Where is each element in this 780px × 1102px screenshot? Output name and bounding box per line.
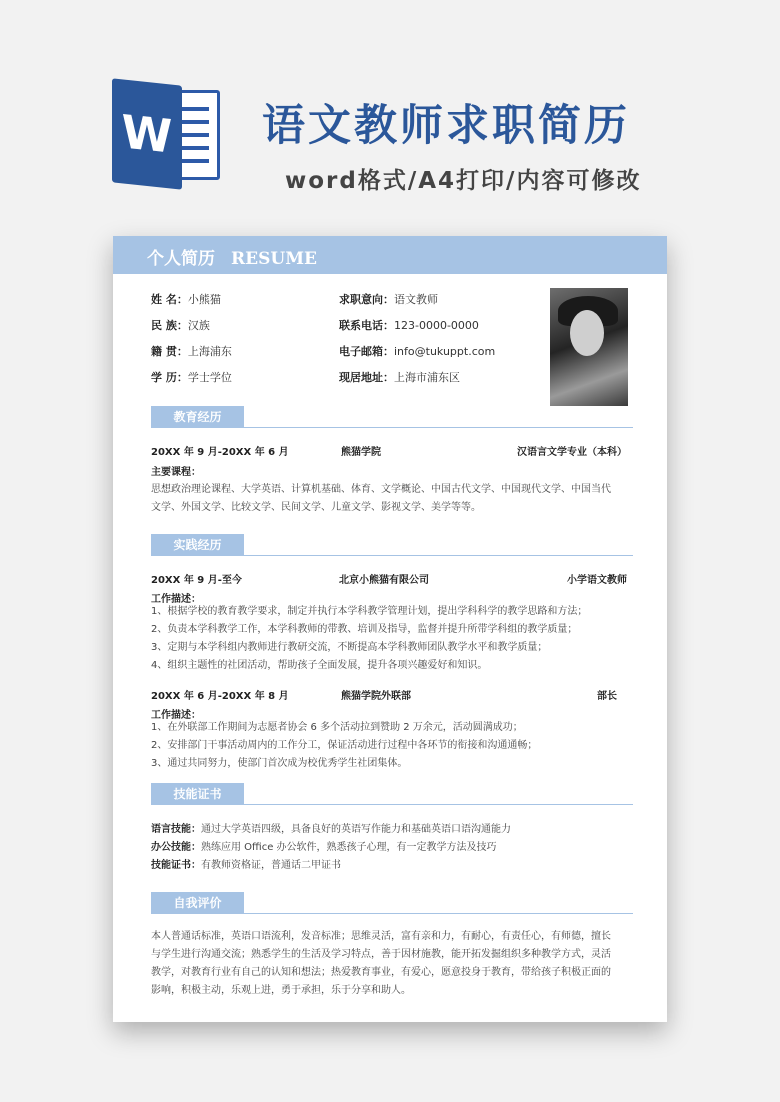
section-skills [151,783,633,805]
word-icon [112,82,220,186]
section-practice [151,534,633,556]
info-objective: 求职意向：语文教师 [339,293,438,306]
job2-role: 部长 [597,691,617,702]
section-education-title: 教育经历 [151,406,244,428]
page-title: 语文教师求职简历 [262,101,630,151]
job2-org: 熊猫学院外联部 [341,691,411,702]
education-row [151,443,627,457]
job-row-2 [151,687,627,701]
info-hometown: 籍 贯：上海浦东 [151,345,232,358]
section-practice-title: 实践经历 [151,534,244,556]
section-education [151,406,633,428]
profile-photo [550,288,628,406]
word-letter: W [112,78,182,189]
section-self-eval-title: 自我评价 [151,892,244,914]
education-school: 熊猫学院 [341,447,381,458]
info-email: 电子邮箱：info@tukuppt.com [339,345,496,358]
resume-bar-en: RESUME [231,249,317,269]
skill-certificate: 技能证书：有教师资格证，普通话二甲证书 [151,860,341,871]
page-subtitle: word格式/A4打印/内容可修改 [285,168,642,194]
education-major: 汉语言文学专业（本科） [517,447,627,458]
info-ethnicity: 民 族：汉族 [151,319,210,332]
section-self-eval [151,892,633,914]
job2-desc-label: 工作描述： [151,710,201,721]
self-eval-text: 本人普通话标准，英语口语流利，发音标准；思维灵活，富有亲和力，有耐心，有责任心，有师德，擅长 与学生进行沟通交流；熟悉学生的生活及学习特点，善于因材施教，能开拓发掘组织多种教学方式，灵活 教学，对教育行业有自己的认知和想法；热爱教育事业，有爱心，愿意投身于教育，带给孩子积极正面的 影响，积极主动，乐观上进，勇于承担，乐于分享和助人。 [151,931,611,996]
job1-period: 20XX 年 9 月-至今 [151,575,242,586]
job1-desc-label: 工作描述： [151,594,201,605]
skill-language: 语言技能：通过大学英语四级，具备良好的英语写作能力和基础英语口语沟通能力 [151,824,511,835]
info-degree: 学 历：学士学位 [151,371,232,384]
info-name: 姓 名：小熊猫 [151,293,221,306]
info-address: 现居地址：上海市浦东区 [339,371,460,384]
job2-period: 20XX 年 6 月-20XX 年 8 月 [151,691,289,702]
job2-desc: 1、在外联部工作期间为志愿者协会 6 多个活动拉到赞助 2 万余元，活动圆满成功； 2、安排部门干事活动周内的工作分工，保证活动进行过程中各环节的衔接和沟通通畅； 3、通过共同努力，使部门首次成为校优秀学生社团集体。 [151,722,538,769]
education-course-label: 主要课程： [151,467,201,478]
info-phone: 联系电话：123-0000-0000 [339,319,479,332]
job1-role: 小学语文教师 [567,575,627,586]
resume-page [113,236,667,1022]
education-period: 20XX 年 9 月-20XX 年 6 月 [151,447,289,458]
job1-desc: 1、根据学校的教育教学要求，制定并执行本学科教学管理计划，提出学科科学的教学思路和方法； 2、负责本学科教学工作，本学科教师的带教、培训及指导，监督并提升所带学科组的教学质量； 3、定期与本学科组内教师进行教研交流，不断提高本学科教师团队教学水平和教学质量； 4、组织主题性的社团活动，帮助孩子全面发展，提升各项兴趣爱好和知识。 [151,606,588,671]
resume-header-bar [113,236,667,274]
section-skills-title: 技能证书 [151,783,244,805]
job-row-1 [151,571,627,585]
job1-org: 北京小熊猫有限公司 [339,575,429,586]
resume-bar-cn: 个人简历 [147,249,215,269]
skill-office: 办公技能：熟练应用 Office 办公软件，熟悉孩子心理，有一定教学方法及技巧 [151,842,497,853]
education-courses: 思想政治理论课程、大学英语、计算机基础、体育、文学概论、中国古代文学、中国现代文学、中国当代 文学、外国文学、比较文学、民间文学、儿童文学、影视文学、美学等等。 [151,484,611,513]
